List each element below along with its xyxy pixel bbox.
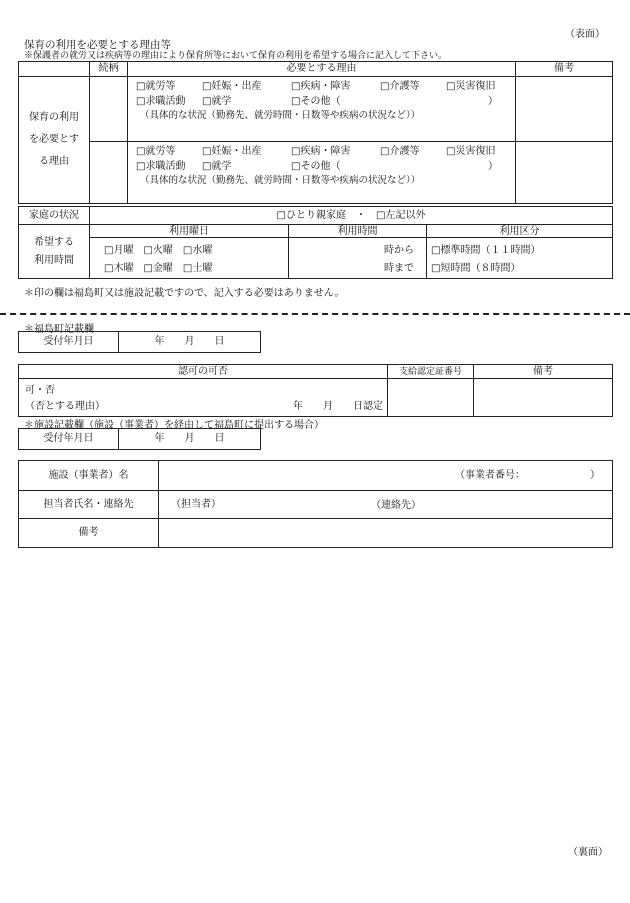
option-care-1[interactable]: □介護等 [380,81,420,92]
category-options[interactable]: □標準時間（１１時間） □短時間（８時間） [427,238,613,279]
facility-remarks-input[interactable] [159,519,613,548]
reason-options-1 [128,77,516,142]
relationship-input-1[interactable] [90,77,128,142]
facility-table [18,460,613,548]
option-employment-2[interactable]: □就労等 [136,146,176,157]
hope-time-label: 希望する 利用時間 [19,225,90,279]
option-other-2[interactable]: □その他（ [291,161,341,172]
detail-note-2: （具体的な状況（勤務先、就労時間・日数等や疾病の状況など）） [140,175,421,186]
front-page-marker: （表面） [565,29,605,40]
relationship-input-2[interactable] [90,142,128,204]
town-section-title: ＊福島町記載欄 [24,324,94,335]
town-remarks-header: 備考 [474,365,613,379]
town-received-date[interactable]: 年 月 日 [119,332,261,353]
facility-section-title: ＊施設記載欄（施設（事業者）を経由して福島町に提出する場合） [24,420,324,431]
operator-number: （事業者番号： ） [455,469,600,481]
reason-section-title: 保育の利用を必要とする理由等 [24,39,171,51]
option-illness-2[interactable]: □疾病・障害 [291,146,351,157]
other-close-paren-1: ） [488,96,498,107]
reason-header: 必要とする理由 [128,62,516,77]
days-header: 利用曜日 [90,225,289,238]
town-received-table [18,331,261,353]
option-disaster-2[interactable]: □災害復旧 [446,146,496,157]
person-label: （担当者） [171,498,221,510]
family-status-label: 家庭の状況 [19,207,90,225]
approval-date: 年 月 日認定 [293,401,383,412]
cut-line [0,313,630,315]
facility-received-table [18,428,261,450]
relationship-header: 続柄 [90,62,128,77]
reason-row-label: 保育の利用 を必要とす る理由 [19,77,90,204]
contact-label: 担当者氏名・連絡先 [19,491,159,519]
facility-remarks-label: 備考 [19,519,159,548]
town-received-label: 受付年月日 [19,332,119,353]
approval-header: 認可の可否 [19,365,388,379]
contact-input[interactable] [159,491,613,519]
category-header: 利用区分 [427,225,613,238]
detail-note-1: （具体的な状況（勤務先、就労時間・日数等や疾病の状況など）） [140,110,421,121]
other-close-paren-2: ） [488,161,498,172]
option-job-seeking-2[interactable]: □求職活動 [136,161,186,172]
option-other-1[interactable]: □その他（ [291,96,341,107]
contact-info-label: （連絡先） [371,500,421,511]
option-employment-1[interactable]: □就労等 [136,81,176,92]
option-pregnancy-2[interactable]: □妊娠・出産 [202,146,262,157]
hours-header: 利用時間 [289,225,427,238]
facility-name-input[interactable] [159,461,613,491]
days-options[interactable]: □月曜 □火曜 □水曜 □木曜 □金曜 □土曜 [90,238,289,279]
empty-header-cell [19,62,90,77]
reason-options-2 [128,142,516,204]
facility-name-label: 施設（事業者）名 [19,461,159,491]
town-remarks-input[interactable] [474,379,613,417]
option-illness-1[interactable]: □疾病・障害 [291,81,351,92]
facility-received-date[interactable]: 年 月 日 [119,429,261,450]
approval-table [18,364,613,417]
option-care-2[interactable]: □介護等 [380,146,420,157]
reason-section-note: ※保護者の就労又は疾病等の理由により保育所等において保育の利用を希望する場合に記入して下さい。 [24,51,448,61]
remarks-input-2[interactable] [516,142,613,204]
option-study-2[interactable]: □就学 [202,161,232,172]
option-study-1[interactable]: □就学 [202,96,232,107]
cert-number-input[interactable] [388,379,474,417]
facility-received-label: 受付年月日 [19,429,119,450]
cert-number-header: 支給認定証番号 [388,365,474,379]
back-page-marker: （裏面） [568,847,608,858]
schedule-table [18,206,613,279]
footnote: ＊印の欄は福島町又は施設記載ですので、記入する必要はありません。 [24,288,345,299]
family-status-options[interactable]: □ひとり親家庭 ・ □左記以外 [90,207,613,225]
remarks-input-1[interactable] [516,77,613,142]
reason-table [18,61,613,204]
approval-cell[interactable]: 可・否 （否とする理由） 年 月 日認定 [19,379,388,417]
hours-input[interactable]: 時から 時まで [289,238,427,279]
option-pregnancy-1[interactable]: □妊娠・出産 [202,81,262,92]
remarks-header: 備考 [516,62,613,77]
option-job-seeking-1[interactable]: □求職活動 [136,96,186,107]
option-disaster-1[interactable]: □災害復旧 [446,81,496,92]
